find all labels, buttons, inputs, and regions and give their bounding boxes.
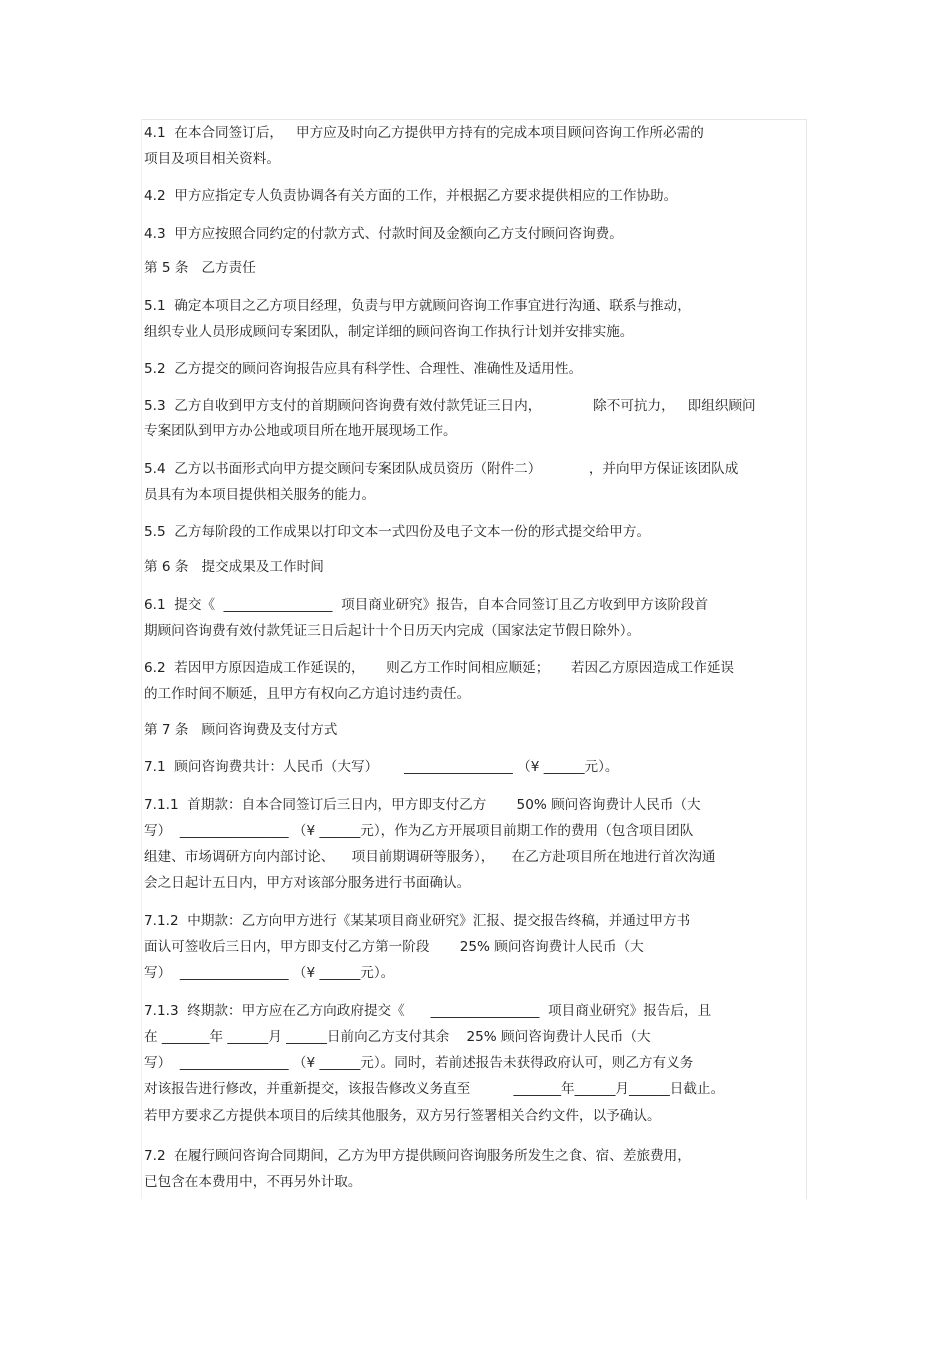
page-frame-left-border [141,119,142,1199]
clause-7-1: 7.1 顾问咨询费共计：人民币（大写） ________________ （¥ ______元）。 [144,759,619,775]
clause-5-3-line-1: 5.3 乙方自收到甲方支付的首期顾问咨询费有效付款凭证三日内， 除不可抗力， 即组织顾问 [144,398,756,414]
article-5-heading: 第 5 条 乙方责任 [144,260,256,276]
clause-5-4-line-2: 员具有为本项目提供相关服务的能力。 [144,487,376,503]
clause-5-1-line-1: 5.1 确定本项目之乙方项目经理，负责与甲方就顾问咨询工作事宜进行沟通、联系与推动， [144,298,691,314]
clause-6-2-line-1: 6.2 若因甲方原因造成工作延误的， 则乙方工作时间相应顺延； 若因乙方原因造成工作延误 [144,660,735,676]
clause-7-1-2-line-2: 面认可签收后三日内，甲方即支付乙方第一阶段 25% 顾问咨询费计人民币（大 [144,939,644,955]
clause-7-1-1-line-4: 会之日起计五日内，甲方对该部分服务进行书面确认。 [144,875,471,891]
clause-7-1-3-line-3: 写） ________________ （¥ ______元）。同时，若前述报告未获得政府认可，则乙方有义务 [144,1055,694,1071]
clause-4-3: 4.3 甲方应按照合同约定的付款方式、付款时间及金额向乙方支付顾问咨询费。 [144,226,623,242]
clause-5-1-line-2: 组织专业人员形成顾问专案团队，制定详细的顾问咨询工作执行计划并安排实施。 [144,324,634,340]
clause-5-5: 5.5 乙方每阶段的工作成果以打印文本一式四份及电子文本一份的形式提交给甲方。 [144,524,651,540]
clause-5-3-line-2: 专案团队到甲方办公地或项目所在地开展现场工作。 [144,423,457,439]
clause-7-2-line-1: 7.2 在履行顾问咨询合同期间，乙方为甲方提供顾问咨询服务所发生之食、宿、差旅费用， [144,1148,691,1164]
clause-6-2-line-2: 的工作时间不顺延，且甲方有权向乙方追讨违约责任。 [144,686,471,702]
clause-7-1-2-line-3: 写） ________________ （¥ ______元）。 [144,965,395,981]
clause-6-1-line-2: 期顾问咨询费有效付款凭证三日后起计十个日历天内完成（国家法定节假日除外）。 [144,623,641,639]
clause-6-1-line-1: 6.1 提交《 ________________ 项目商业研究》报告，自本合同签订且乙方收到甲方该阶段首 [144,597,709,613]
clause-7-1-1-line-3: 组建、市场调研方向内部讨论、 项目前期调研等服务）， 在乙方赴项目所在地进行首次沟通 [144,849,716,865]
article-6-heading: 第 6 条 提交成果及工作时间 [144,559,324,575]
clause-7-1-2-line-1: 7.1.2 中期款：乙方向甲方进行《某某项目商业研究》汇报、提交报告终稿，并通过甲方书 [144,913,691,929]
clause-7-1-3-line-1: 7.1.3 终期款：甲方应在乙方向政府提交《 ________________ 项目商业研究》报告后，且 [144,1003,712,1019]
clause-5-2: 5.2 乙方提交的顾问咨询报告应具有科学性、合理性、准确性及适用性。 [144,361,583,377]
clause-4-2: 4.2 甲方应指定专人负责协调各有关方面的工作，并根据乙方要求提供相应的工作协助。 [144,188,678,204]
clause-4-1-line-1: 4.1 在本合同签订后， 甲方应及时向乙方提供甲方持有的完成本项目顾问咨询工作所必需的 [144,125,704,141]
clause-4-1-line-2: 项目及项目相关资料。 [144,151,280,167]
article-7-heading: 第 7 条 顾问咨询费及支付方式 [144,722,338,738]
page-frame-top-border [141,119,807,120]
clause-7-1-3-line-5: 若甲方要求乙方提供本项目的后续其他服务，双方另行签署相关合约文件，以予确认。 [144,1108,661,1124]
clause-7-1-1-line-2: 写） ________________ （¥ ______元），作为乙方开展项目前期工作的费用（包含项目团队 [144,823,694,839]
clause-7-1-1-line-1: 7.1.1 首期款：自本合同签订后三日内，甲方即支付乙方 50% 顾问咨询费计人民币（大 [144,797,701,813]
page-frame-right-border [806,119,807,1199]
clause-7-2-line-2: 已包含在本费用中，不再另外计取。 [144,1174,362,1190]
clause-5-4-line-1: 5.4 乙方以书面形式向甲方提交顾问专案团队成员资历（附件二） ，并向甲方保证该团队成 [144,461,739,477]
clause-7-1-3-line-4: 对该报告进行修改，并重新提交，该报告修改义务直至 _______年______月______日截止。 [144,1081,725,1097]
clause-7-1-3-line-2: 在 _______年 ______月 ______日前向乙方支付其余 25% 顾问咨询费计人民币（大 [144,1029,651,1045]
